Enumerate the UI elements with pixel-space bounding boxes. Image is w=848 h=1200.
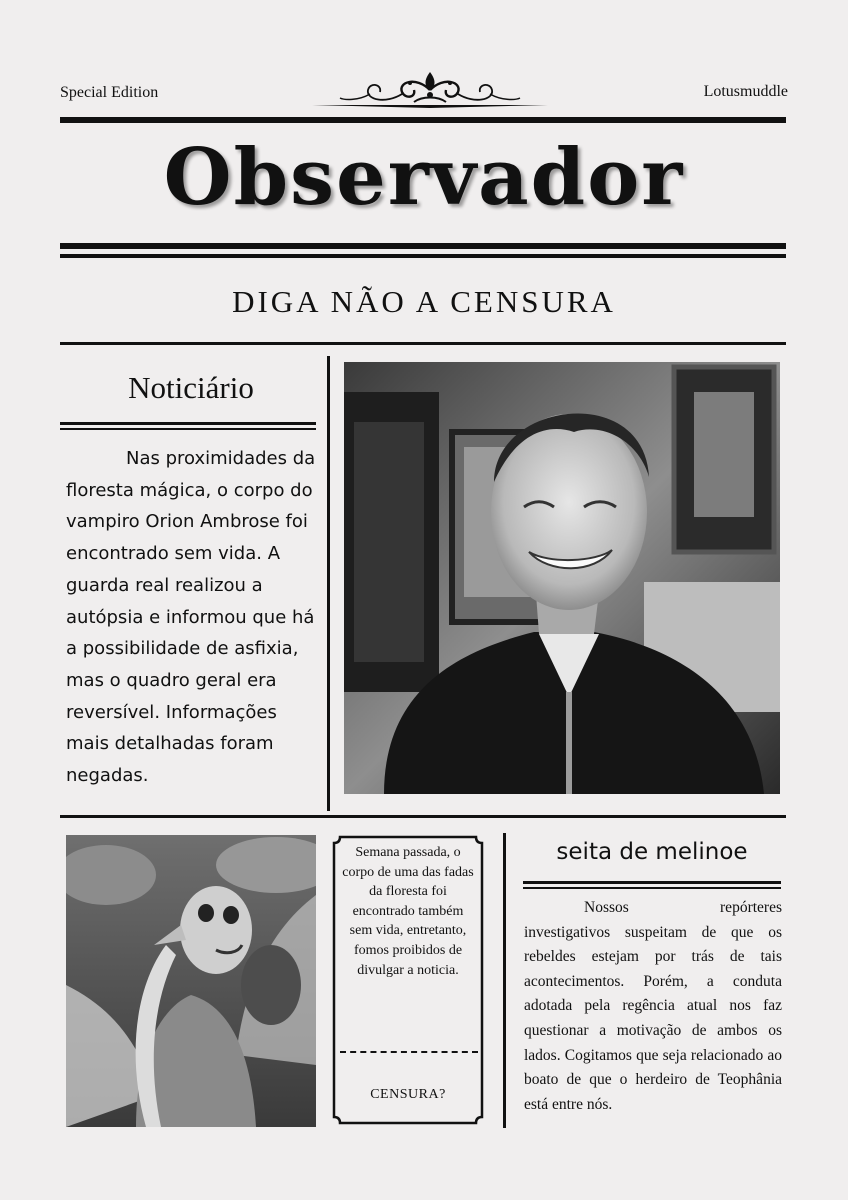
news-body: Nas proximidades da floresta mágica, o corpo do vampiro Orion Ambrose foi encontrado sem vida. A guarda real realizou a autópsia e informou que há a possibilidade de asfixia, mas o quadro geral era reversível. Informações mais detalhadas foram negadas. [66,448,316,787]
masthead-bottom-rule-thick [60,243,786,249]
masthead-bottom-rule-thin [60,254,786,258]
sidebar-tag: CENSURA? [370,1087,446,1102]
slogan: DIGA NÃO A CENSURA [232,284,616,319]
edition-label: Special Edition [60,84,159,101]
news-heading-rule-top [60,422,316,425]
masthead-top-rule [60,117,786,123]
flourish-ornament-icon [310,68,550,112]
column-divider-lower [503,833,506,1128]
sect-heading: seita de melinoe [556,839,748,865]
fairy-photo [66,835,316,1127]
main-photo [344,362,780,794]
masthead-title: Observador [163,132,685,223]
sect-heading-rule-top [523,881,781,884]
sect-body: Nossos repórteres investigativos suspeitam de que os rebeldes estejam por trás de tais acontecimentos. Porém, a conduta adotada pela regência atual nos faz questionar a motivação de ambos os lados. Cogitamos que seja relacionado ao boato de que o herdeiro de Teophânia está entre nós. [524,899,782,1113]
sidebar-text: Semana passada, o corpo de uma das fadas da floresta foi encontrado também sem vida, entretanto, fomos proibidos de divulgar a noticia. [342,845,474,978]
sect-heading-rule-bottom [523,887,781,889]
slogan-rule [60,342,786,345]
author-label: Lotusmuddle [703,83,788,100]
section-rule-middle [60,815,786,818]
news-heading-rule-bottom [60,428,316,430]
news-heading: Noticiário [128,370,254,405]
column-divider-upper [327,356,330,811]
sidebar-dashed-divider [340,1051,478,1053]
